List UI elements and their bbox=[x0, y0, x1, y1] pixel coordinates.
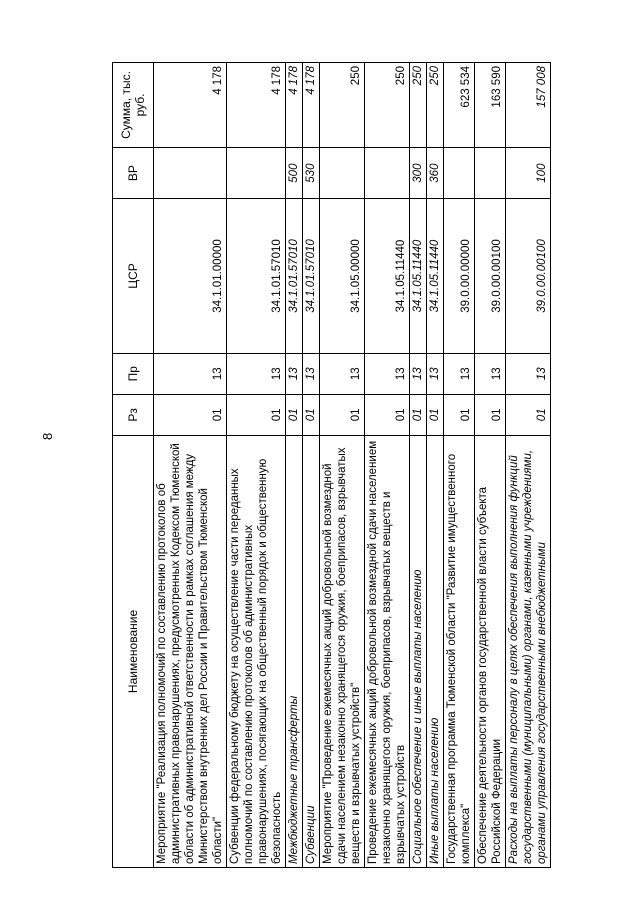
cell-sum: 4 178 bbox=[154, 63, 227, 148]
cell-pr: 13 bbox=[475, 353, 506, 394]
cell-csr: 39.0.00.00000 bbox=[444, 199, 475, 353]
cell-sum: 157 008 bbox=[506, 63, 551, 148]
cell-name: Расходы на выплаты персоналу в целях обеспечения выполнения функций государственными (муниципальными) органами, казенными учреждениями, органами управления государственными внебюджетными bbox=[506, 435, 551, 867]
budget-table bbox=[112, 62, 551, 868]
cell-sum: 163 590 bbox=[475, 63, 506, 148]
cell-sum: 4 178 bbox=[286, 63, 303, 148]
cell-csr: 34.1.05.11440 bbox=[427, 199, 444, 353]
cell-rz: 01 bbox=[286, 394, 303, 435]
table-row bbox=[365, 63, 410, 868]
table-row bbox=[444, 63, 475, 868]
cell-rz: 01 bbox=[427, 394, 444, 435]
cell-csr: 39.0.00.00100 bbox=[475, 199, 506, 353]
cell-vr bbox=[475, 147, 506, 198]
table-row bbox=[303, 63, 320, 868]
cell-pr: 13 bbox=[506, 353, 551, 394]
cell-name: Мероприятие "Реализация полномочий по составлению протоколов об административных правонарушениях, предусмотренных Кодексом Тюменской области об административной ответственности в рамках соглашения между Министерством внутренних дел России и Правительством Тюменской области" bbox=[154, 435, 227, 867]
cell-rz: 01 bbox=[444, 394, 475, 435]
table-row bbox=[227, 63, 286, 868]
cell-rz: 01 bbox=[154, 394, 227, 435]
cell-sum: 250 bbox=[365, 63, 410, 148]
cell-vr: 300 bbox=[410, 147, 427, 198]
header-rz: Рз bbox=[113, 394, 154, 435]
cell-pr: 13 bbox=[427, 353, 444, 394]
cell-pr: 13 bbox=[410, 353, 427, 394]
cell-vr: 360 bbox=[427, 147, 444, 198]
cell-pr: 13 bbox=[365, 353, 410, 394]
cell-sum: 250 bbox=[427, 63, 444, 148]
cell-name: Социальное обеспечение и иные выплаты населению bbox=[410, 435, 427, 867]
cell-name: Проведение ежемесячных акций добровольной возмездной сдачи населением незаконно хранящегося оружия, боеприпасов, взрывчатых веществ и взрывчатых устройств bbox=[365, 435, 410, 867]
cell-csr: 34.1.05.11440 bbox=[410, 199, 427, 353]
header-vr: ВР bbox=[113, 147, 154, 198]
cell-csr: 34.1.01.57010 bbox=[286, 199, 303, 353]
cell-vr bbox=[320, 147, 365, 198]
cell-sum: 4 178 bbox=[303, 63, 320, 148]
cell-pr: 13 bbox=[154, 353, 227, 394]
header-pr: Пр bbox=[113, 353, 154, 394]
cell-rz: 01 bbox=[303, 394, 320, 435]
cell-pr: 13 bbox=[286, 353, 303, 394]
cell-csr: 34.1.01.57010 bbox=[303, 199, 320, 353]
cell-sum: 4 178 bbox=[227, 63, 286, 148]
page-number: 8 bbox=[40, 432, 55, 440]
cell-vr: 530 bbox=[303, 147, 320, 198]
table-row bbox=[286, 63, 303, 868]
cell-pr: 13 bbox=[444, 353, 475, 394]
cell-name: Иные выплаты населению bbox=[427, 435, 444, 867]
cell-sum: 623 534 bbox=[444, 63, 475, 148]
table-body bbox=[154, 63, 551, 868]
header-csr: ЦСР bbox=[113, 199, 154, 353]
cell-csr: 39.0.00.00100 bbox=[506, 199, 551, 353]
cell-sum: 250 bbox=[410, 63, 427, 148]
cell-name: Обеспечение деятельности органов государственной власти субъекта Российской Федерации bbox=[475, 435, 506, 867]
cell-vr bbox=[227, 147, 286, 198]
table-row bbox=[320, 63, 365, 868]
cell-vr bbox=[154, 147, 227, 198]
cell-csr: 34.1.01.00000 bbox=[154, 199, 227, 353]
cell-rz: 01 bbox=[506, 394, 551, 435]
table-row bbox=[410, 63, 427, 868]
table-row bbox=[427, 63, 444, 868]
table-row bbox=[506, 63, 551, 868]
cell-sum: 250 bbox=[320, 63, 365, 148]
cell-csr: 34.1.05.00000 bbox=[320, 199, 365, 353]
cell-vr: 100 bbox=[506, 147, 551, 198]
cell-pr: 13 bbox=[320, 353, 365, 394]
cell-pr: 13 bbox=[303, 353, 320, 394]
cell-rz: 01 bbox=[365, 394, 410, 435]
cell-rz: 01 bbox=[227, 394, 286, 435]
table-header-row bbox=[113, 63, 154, 868]
cell-name: Субвенции федеральному бюджету на осуществление части переданных полномочий по составлению протоколов об административных правонарушениях, посягающих на общественный порядок и общественную безопасность bbox=[227, 435, 286, 867]
cell-csr: 34.1.05.11440 bbox=[365, 199, 410, 353]
cell-rz: 01 bbox=[475, 394, 506, 435]
cell-name: Субвенции bbox=[303, 435, 320, 867]
budget-table-rotated bbox=[112, 62, 612, 868]
cell-name: Мероприятие "Проведение ежемесячных акций добровольной возмездной сдачи населением незаконно хранящегося оружия, боеприпасов, взрывчатых веществ и взрывчатых устройств" bbox=[320, 435, 365, 867]
table-row bbox=[475, 63, 506, 868]
header-name: Наименование bbox=[113, 435, 154, 867]
header-sum: Сумма, тыс. руб. bbox=[113, 63, 154, 148]
cell-csr: 34.1.01.57010 bbox=[227, 199, 286, 353]
cell-pr: 13 bbox=[227, 353, 286, 394]
cell-vr bbox=[444, 147, 475, 198]
cell-vr bbox=[365, 147, 410, 198]
cell-name: Межбюджетные трансферты bbox=[286, 435, 303, 867]
cell-name: Государственная программа Тюменской области "Развитие имущественного комплекса" bbox=[444, 435, 475, 867]
cell-vr: 500 bbox=[286, 147, 303, 198]
table-row bbox=[154, 63, 227, 868]
cell-rz: 01 bbox=[320, 394, 365, 435]
cell-rz: 01 bbox=[410, 394, 427, 435]
